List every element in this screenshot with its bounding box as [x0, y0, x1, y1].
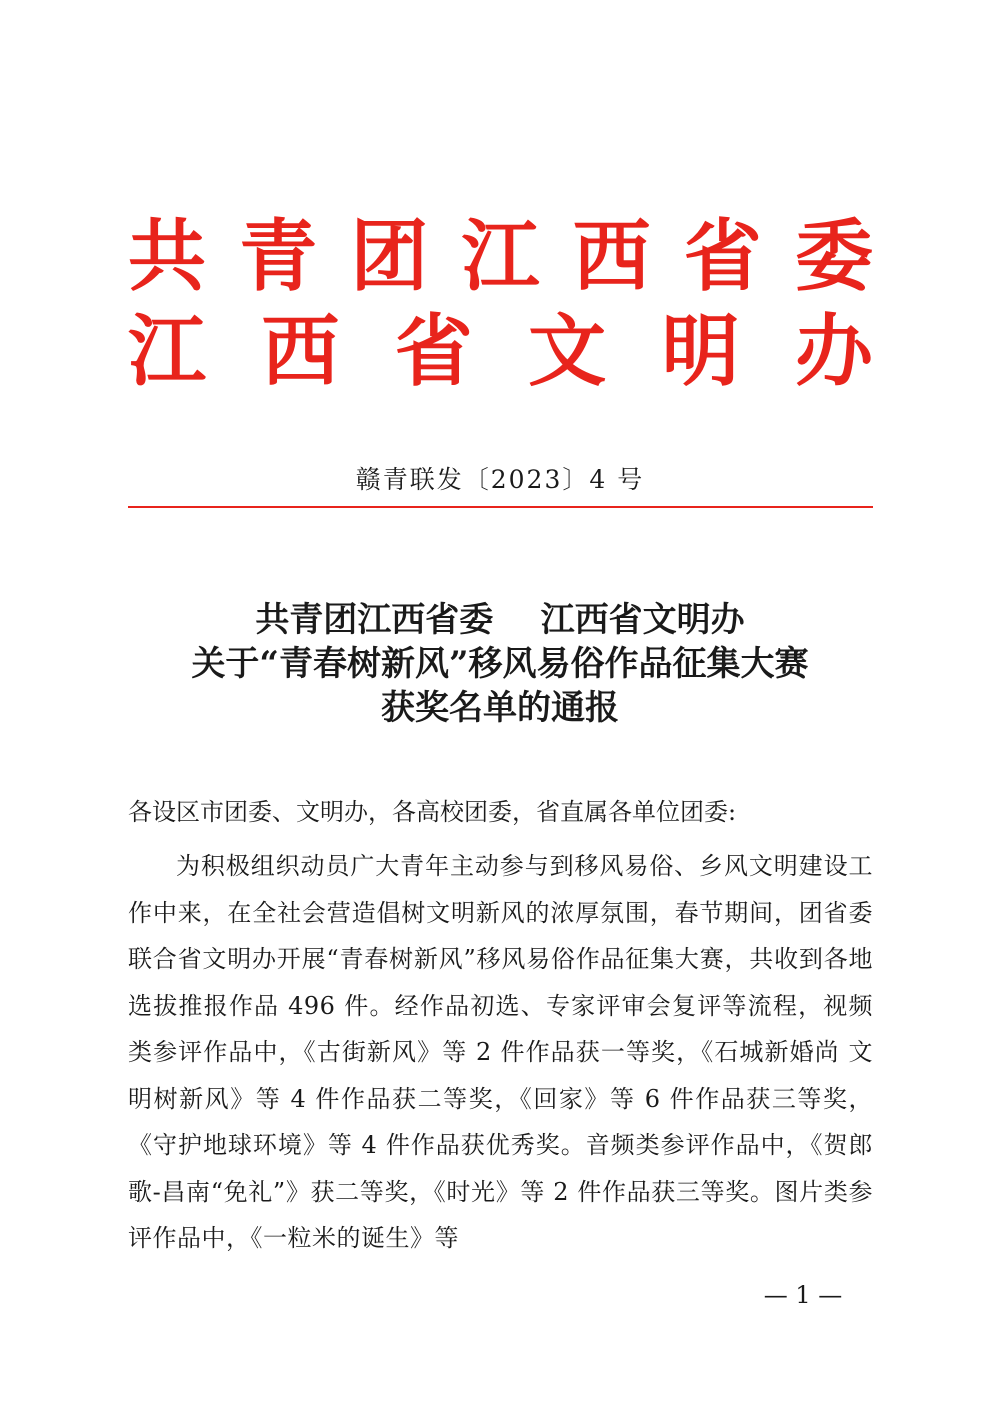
header-char: 西 — [261, 306, 340, 397]
issuer-header-line-2 — [128, 306, 873, 397]
header-char: 共 — [128, 211, 207, 302]
header-char: 明 — [661, 306, 740, 397]
salutation: 各设区市团委、文明办，各高校团委，省直属各单位团委: — [128, 798, 737, 826]
page-number: — 1 — — [763, 1281, 843, 1309]
header-char: 西 — [572, 211, 651, 302]
header-char: 文 — [528, 306, 607, 397]
header-char: 办 — [794, 306, 873, 397]
body-paragraph: 为积极组织动员广大青年主动参与到移风易俗、乡风文明建设工作中来，在全社会营造倡树文明新风的浓厚氛围，春节期间，团省委联合省文明办开展“青春树新风”移风易俗作品征集大赛，共收到各地选拔推报作品 496 件。经作品初选、专家评审会复评等流程，视频类参评作品中，《古街新风》等 2 件作品获一等奖，《石城新婚尚 文明树新风》等 4 件作品获二等奖，《回家》等 6 件作品获三等奖，《守护地球环境》等 4 件作品获优秀奖。音频类参评作品中，《贺郎歌-昌南“免礼”》获二等奖，《时光》等 2 件作品获三等奖。图片类参评作品中，《一粒米的诞生》等 — [128, 852, 873, 1252]
document-number: 赣青联发〔2023〕4 号 — [355, 465, 645, 494]
title-line-1: 共青团江西省委 江西省文明办 — [255, 600, 745, 640]
header-char: 青 — [239, 211, 318, 302]
header-char: 省 — [683, 211, 762, 302]
red-divider — [128, 506, 873, 508]
title-line-2: 关于“青春树新风”移风易俗作品征集大赛 — [191, 644, 809, 684]
header-char: 团 — [350, 211, 429, 302]
issuer-header-line-1 — [128, 211, 873, 302]
header-char: 江 — [128, 306, 207, 397]
header-char: 省 — [394, 306, 473, 397]
header-char: 委 — [794, 211, 873, 302]
document-title — [0, 598, 1000, 730]
header-char: 江 — [461, 211, 540, 302]
title-line-3: 获奖名单的通报 — [381, 688, 619, 728]
